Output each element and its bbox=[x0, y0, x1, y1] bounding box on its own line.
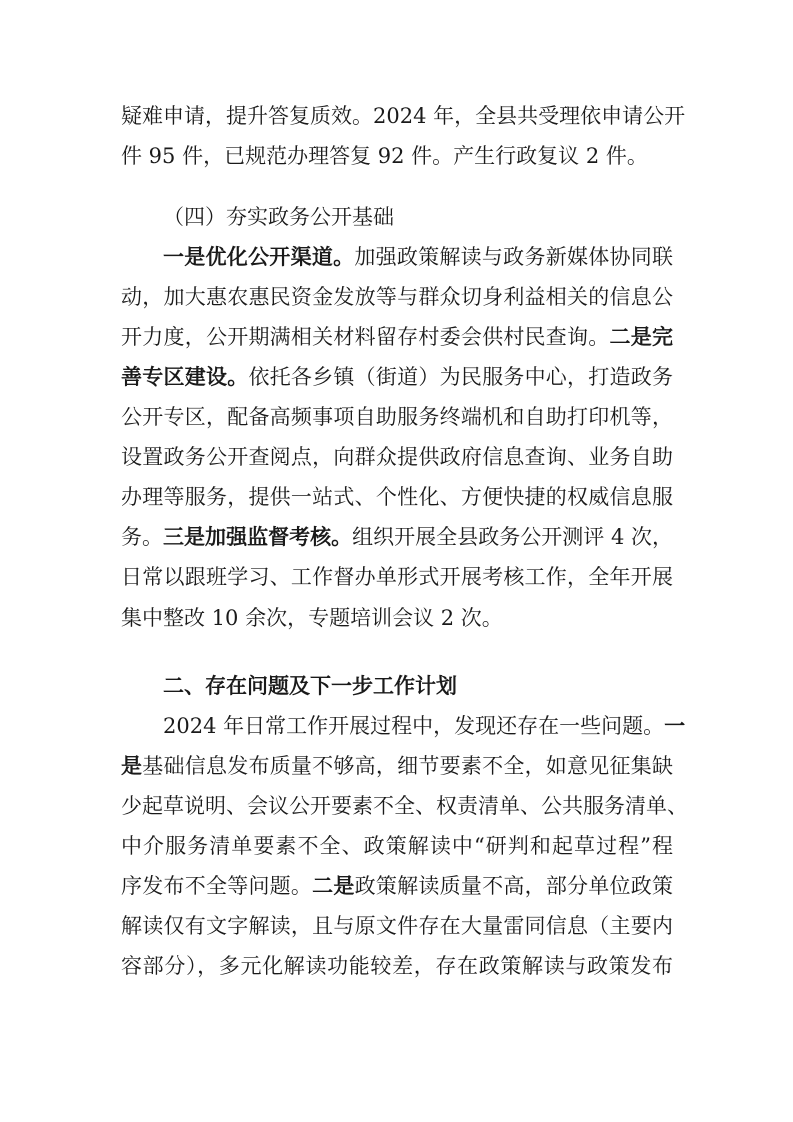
bold-lead: 是 bbox=[121, 754, 143, 778]
paragraph-line bbox=[121, 517, 673, 557]
bold-lead: 一是优化公开渠道。 bbox=[163, 245, 355, 269]
text-run: 2024 年日常工作开展过程中，发现还存在一些问题。 bbox=[163, 714, 665, 738]
paragraph-line: 集中整改 10 余次，专题培训会议 2 次。 bbox=[121, 606, 503, 630]
text-run: 务。 bbox=[121, 525, 164, 549]
bold-lead: 二是完 bbox=[609, 325, 674, 349]
text-run: 加强政策解读与政务新媒体协同联 bbox=[354, 245, 674, 269]
paragraph-line: 设置政务公开查阅点，向群众提供政府信息查询、业务自助 bbox=[121, 445, 673, 469]
text-run: 依托各乡镇（街道）为民服务中心，打造政务 bbox=[248, 365, 674, 389]
text-run: 基础信息发布质量不够高，细节要素不全，如意见征集缺 bbox=[142, 754, 674, 778]
text-run: 开力度，公开期满相关材料留存村委会供村民查询。 bbox=[121, 325, 610, 349]
paragraph-line bbox=[121, 866, 673, 906]
text-run: 组织开展全县政务公开测评 4 次， bbox=[352, 525, 674, 549]
paragraph-line: 公开专区，配备高频事项自助服务终端机和自助打印机等， bbox=[121, 405, 673, 429]
paragraph-line bbox=[121, 317, 673, 357]
paragraph-line: 中介服务清单要素不全、政策解读中“研判和起草过程”程 bbox=[121, 834, 673, 858]
paragraph-line: 容部分），多元化解读功能较差，存在政策解读与政策发布 bbox=[121, 954, 673, 978]
section-heading: 二、存在问题及下一步工作计划 bbox=[163, 674, 457, 698]
paragraph-line: 动，加大惠农惠民资金发放等与群众切身利益相关的信息公 bbox=[121, 285, 673, 309]
paragraph-line: 解读仅有文字解读，且与原文件存在大量雷同信息（主要内 bbox=[121, 914, 673, 938]
bold-lead: 二是 bbox=[312, 874, 355, 898]
paragraph-line: 日常以跟班学习、工作督办单形式开展考核工作，全年开展 bbox=[121, 565, 673, 589]
paragraph-line bbox=[163, 237, 673, 277]
paragraph-line: 件 95 件，已规范办理答复 92 件。产生行政复议 2 件。 bbox=[121, 144, 648, 168]
paragraph-line bbox=[121, 357, 673, 397]
paragraph-line: 疑难申请，提升答复质效。2024 年，全县共受理依申请公开 bbox=[121, 104, 686, 128]
bold-lead: 三是加强监督考核。 bbox=[163, 525, 353, 549]
paragraph-line: 少起草说明、会议公开要素不全、权责清单、公共服务清单、 bbox=[121, 794, 688, 818]
bold-lead: 一 bbox=[664, 714, 686, 738]
paragraph-line bbox=[121, 746, 673, 786]
bold-lead: 善专区建设。 bbox=[121, 365, 249, 389]
paragraph-line bbox=[163, 706, 686, 746]
section-heading: （四）夯实政务公开基础 bbox=[163, 205, 394, 229]
paragraph-line: 办理等服务，提供一站式、个性化、方便快捷的权威信息服 bbox=[121, 485, 673, 509]
text-run: 政策解读质量不高，部分单位政策 bbox=[354, 874, 674, 898]
text-run: 序发布不全等问题。 bbox=[121, 874, 313, 898]
